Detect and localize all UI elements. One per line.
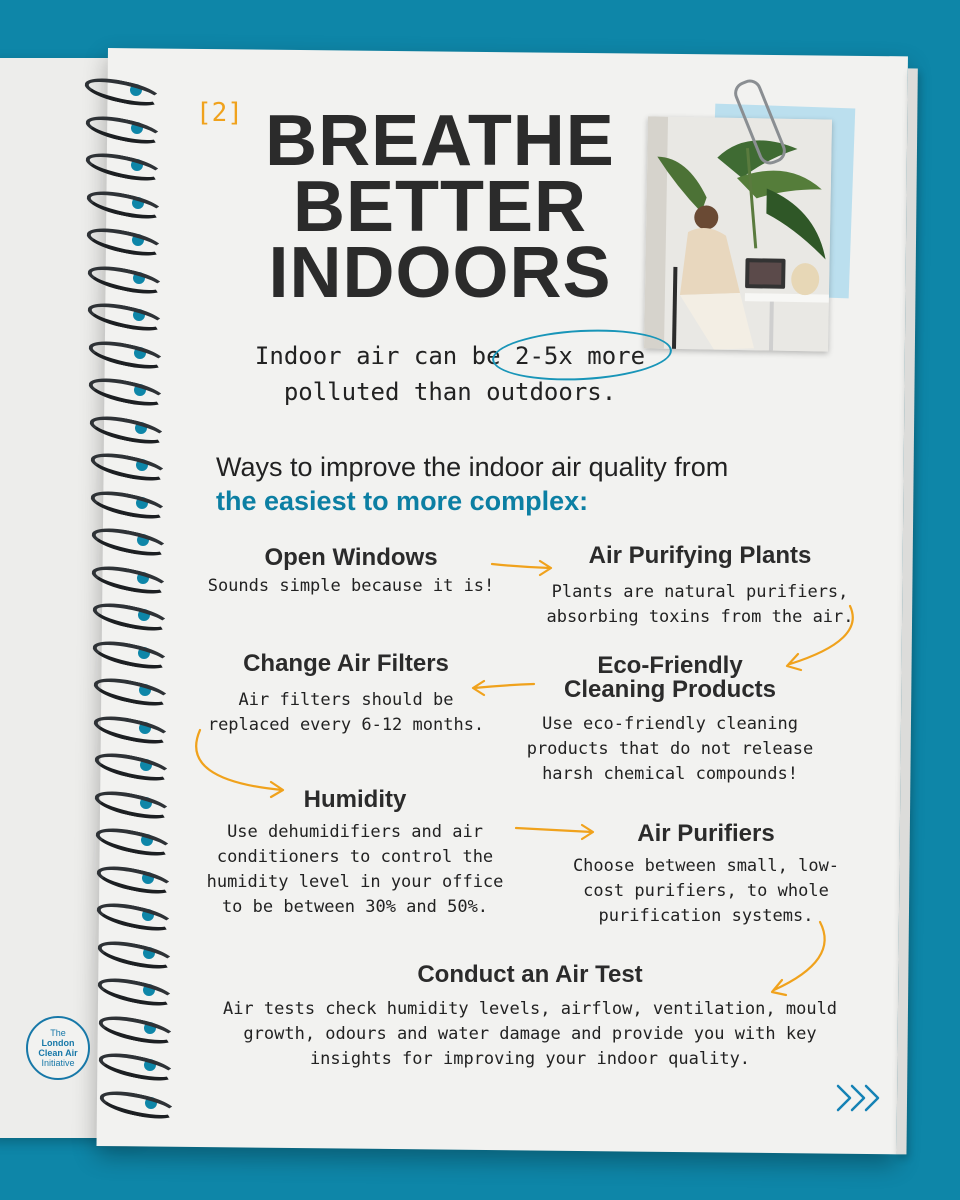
step-title-line: Cleaning Products [563,676,777,703]
spiral-ring [91,941,179,963]
step-body: Sounds simple because it is! [207,576,495,596]
logo-line: London [41,1038,75,1048]
step-title [520,654,820,702]
london-clean-air-logo [26,1016,90,1080]
spiral-ring [84,453,172,475]
step-body-line: absorbing toxins from the air. [546,607,854,627]
spiral-wire [85,223,166,261]
step-change-air-filters [196,652,496,738]
spiral-ring [85,566,173,588]
spiral-ring [79,116,167,138]
step-title: Air Purifiers [637,820,775,847]
spiral-ring [81,266,169,288]
step-body [200,820,510,920]
step-title: Air Purifying Plants [588,542,812,569]
logo-line: Initiative [41,1058,75,1068]
spiral-wire [97,1048,178,1086]
title-line-1: BREATHE [265,101,615,181]
spiral-ring [91,978,179,1000]
spiral-ring [82,341,170,363]
lead-line-2: polluted than outdoors. [283,378,617,406]
step-body [210,997,850,1072]
step-body-line: to be between 30% and 50%. [221,897,489,917]
step-body [520,712,820,787]
spiral-ring [90,866,178,888]
spiral-wire [83,111,164,149]
spiral-ring [87,716,175,738]
step-humidity [200,788,510,920]
step-title: Open Windows [264,544,438,571]
spiral-ring [80,228,168,250]
logo-line: The [50,1028,66,1038]
step-body-line: harsh chemical compounds! [542,764,798,784]
spiral-wire [84,186,165,224]
spiral-ring [85,528,173,550]
page-title [250,101,630,313]
spiral-wire [86,298,167,336]
spiral-wire [94,861,175,899]
intro-text: Ways to improve the indoor air quality from [216,452,729,482]
spiral-wire [86,336,167,374]
title-line-2: BETTER [293,167,587,247]
step-body-line: Use eco-friendly cleaning [542,714,798,734]
spiral-wire [83,73,164,111]
spiral-ring [88,753,176,775]
chevron-triple-right-icon[interactable] [834,1082,884,1123]
step-body-line: replaced every 6-12 months. [207,715,485,735]
spiral-wire [93,786,174,824]
step-body-line: Choose between small, low- [572,856,840,876]
spiral-wire [92,748,173,786]
spiral-ring [87,678,175,700]
spiral-ring [78,78,166,100]
step-title: Humidity [303,786,407,813]
spiral-ring [81,303,169,325]
spiral-ring [79,153,167,175]
spiral-wire [95,898,176,936]
step-body [196,688,496,738]
step-title: Conduct an Air Test [417,961,643,988]
step-open-windows [206,546,496,599]
step-body [556,854,856,929]
spiral-ring [92,1016,180,1038]
spiral-wire [92,711,173,749]
spiral-wire [97,1086,178,1124]
spiral-ring [86,603,174,625]
spiral-ring [90,903,178,925]
step-body-line: conditioners to control the [216,847,494,867]
step-body-line: Plants are natural purifiers, [551,582,849,602]
spiral-wire [84,148,165,186]
spiral-binding [78,78,168,1138]
title-line-3: INDOORS [268,233,612,313]
step-title: Change Air Filters [243,650,449,677]
intro-accent: the easiest to more complex: [216,486,589,516]
spiral-wire [87,373,168,411]
spiral-wire [95,936,176,974]
step-body-line: purification systems. [598,906,814,926]
step-air-test [210,963,850,1072]
logo-line: Clean Air [38,1048,78,1058]
spiral-ring [80,191,168,213]
spiral-wire [94,823,175,861]
page-number: [2] [196,98,243,128]
spiral-wire [85,261,166,299]
spiral-wire [88,448,169,486]
spiral-ring [92,1053,180,1075]
spiral-wire [90,598,171,636]
spiral-ring [89,828,177,850]
spiral-ring [86,641,174,663]
step-body-line: Use dehumidifiers and air [227,822,483,842]
spiral-ring [88,791,176,813]
step-body-line: Air filters should be [238,690,454,710]
spiral-ring [93,1091,181,1113]
spiral-wire [89,523,170,561]
spiral-wire [89,486,170,524]
spiral-ring [83,416,171,438]
spiral-wire [96,973,177,1011]
step-air-purifying-plants [540,544,860,630]
step-body-line: Air tests check humidity levels, airflow, ventilation, mould [222,999,838,1019]
step-body-line: insights for improving your indoor quality. [309,1049,751,1069]
office-photo [644,116,832,351]
spiral-wire [91,636,172,674]
spiral-ring [84,491,172,513]
intro [216,450,856,518]
step-eco-cleaning [520,654,820,787]
office-photo-illustration [644,116,832,351]
lead-line-1: Indoor air can be 2-5x more [254,342,646,370]
step-body [540,580,860,630]
step-title-line: Eco-Friendly [597,652,743,679]
spiral-wire [88,411,169,449]
step-body-line: growth, odours and water damage and provide you with key [243,1024,817,1044]
step-body-line: products that do not release [526,739,814,759]
spiral-wire [90,561,171,599]
step-body-line: cost purifiers, to whole [583,881,829,901]
step-air-purifiers [556,822,856,929]
spiral-wire [96,1011,177,1049]
spiral-ring [82,378,170,400]
spiral-wire [91,673,172,711]
step-body-line: humidity level in your office [206,872,504,892]
